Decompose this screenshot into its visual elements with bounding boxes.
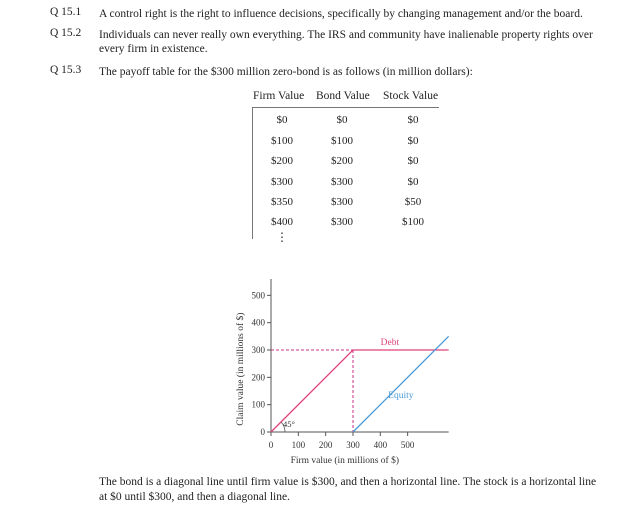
question-number: Q 15.2 xyxy=(50,27,82,39)
y-axis-label: Claim value (in millions of $) xyxy=(236,312,246,426)
table-cell: $100 xyxy=(331,135,353,147)
table-cell: $300 xyxy=(331,216,353,228)
table-cell: $400 xyxy=(271,216,293,228)
table-cell: $100 xyxy=(271,135,293,147)
table-continuation: ⋮ xyxy=(276,230,288,244)
table-cell: $0 xyxy=(276,114,288,126)
x-tick-label: 200 xyxy=(318,440,333,450)
x-tick-label: 400 xyxy=(373,440,388,450)
question-text: The payoff table for the $300 million zero-bond is as follows (in million dollars): xyxy=(99,66,473,78)
y-tick-label: 300 xyxy=(251,345,265,356)
x-tick-label: 300 xyxy=(346,440,360,450)
table-header-firm-value: Firm Value xyxy=(253,90,305,102)
x-tick-label: 100 xyxy=(291,440,306,450)
series-label-equity: Equity xyxy=(388,390,414,401)
x-axis-label: Firm value (in millions of $) xyxy=(290,456,400,466)
table-cell: $0 xyxy=(407,176,419,188)
conclusion-line1: The bond is a diagonal line until firm value is $300, and then a horizontal line. The stock is a horizontal line xyxy=(99,476,597,488)
question-text-line2: every firm in existence. xyxy=(99,43,208,55)
y-tick-label: 400 xyxy=(251,317,265,328)
x-tick-label: 500 xyxy=(400,440,415,450)
question-text-line1: Individuals can never really own everything. The IRS and community have inalienable property rights over xyxy=(99,29,593,41)
table-cell: $300 xyxy=(331,176,353,188)
table-cell: $200 xyxy=(331,155,353,167)
conclusion-line2: at $0 until $300, and then a diagonal line. xyxy=(99,491,290,503)
question-number: Q 15.1 xyxy=(50,6,82,18)
table-cell: $0 xyxy=(407,135,419,147)
table-cell: $0 xyxy=(336,114,348,126)
table-cell: $300 xyxy=(331,196,353,208)
table-cell: $0 xyxy=(407,114,419,126)
y-tick-label: 200 xyxy=(251,372,265,383)
y-tick-label: 500 xyxy=(251,290,265,301)
table-cell: $0 xyxy=(407,155,419,167)
question-number: Q 15.3 xyxy=(50,64,82,76)
question-text: A control right is the right to influence decisions, specifically by changing management and/or the board. xyxy=(99,8,583,20)
table-cell: $50 xyxy=(404,196,422,208)
series-line-equity xyxy=(353,336,449,432)
y-tick-label: 0 xyxy=(260,427,265,437)
table-header-bond-value: Bond Value xyxy=(316,90,370,102)
table-cell: $100 xyxy=(402,216,424,228)
series-label-debt: Debt xyxy=(380,338,400,349)
table-cell: $300 xyxy=(271,176,293,188)
angle-label: 45° xyxy=(283,419,295,429)
table-cell: $350 xyxy=(271,196,293,208)
x-tick-label: 0 xyxy=(268,440,274,450)
table-header-stock-value: Stock Value xyxy=(383,90,439,102)
table-cell: $200 xyxy=(271,155,293,167)
y-tick-label: 100 xyxy=(251,399,265,410)
